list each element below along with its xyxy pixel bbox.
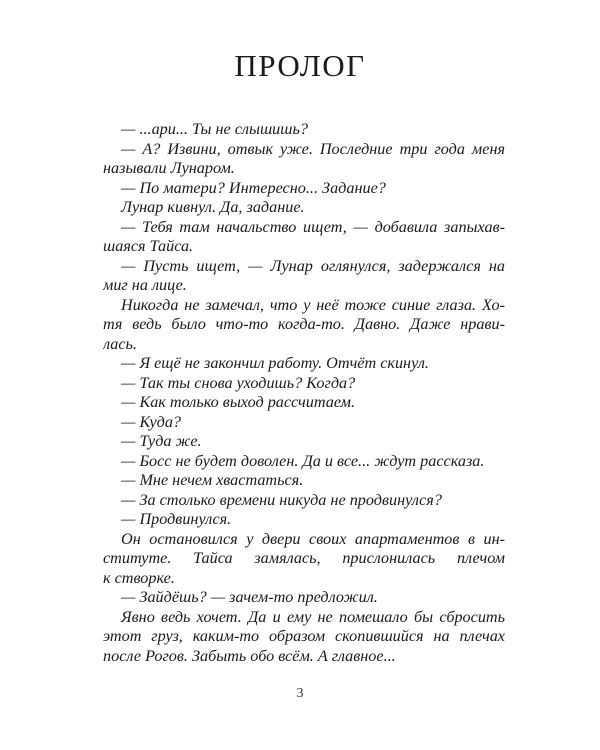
text-line: — Пусть ищет, — Лунар оглянулся, задержался на [121,256,505,275]
text-line: тя ведь было что-то когда-то. Давно. Даже нрави- [103,315,505,333]
chapter-text [103,120,505,666]
text-line: — ...ари... Ты не слышишь? [121,120,308,138]
text-line: — Туда же. [121,432,202,450]
text-line: шаяся Тайса. [103,237,194,255]
text-line: — Босс не будет доволен. Да и все... ждут рассказа. [121,451,485,470]
text-line: Явно ведь хочет. Да и ему не помешало бы сбросить [121,607,505,626]
text-line: — Зайдёшь? — зачем-то предложил. [121,588,378,606]
text-line: — По матери? Интересно... Задание? [121,178,386,197]
text-line: — Куда? [121,412,182,431]
text-line: — Как только выход рассчитаем. [121,393,355,411]
text-line: лась. [103,334,137,353]
text-line: ституте. Тайса замялась, прислонилась плечом [103,549,505,567]
text-line: миг на лице. [103,276,187,294]
text-line: — Я ещё не закончил работу. Отчёт скинул. [121,354,429,372]
text-line: Он остановился у двери своих апартаментов в ин- [121,529,505,548]
text-line: этот груз, каким-то образом скопившийся на плечах [103,627,505,645]
text-line: Лунар кивнул. Да, задание. [121,198,305,216]
page-number: 3 [296,686,304,701]
text-line: — А? Извини, отвык уже. Последние три года меня [121,139,505,158]
text-line: — Мне нечем хвастаться. [121,471,304,489]
text-line: — Продвинулся. [121,510,232,528]
text-line: после Рогов. Забыть обо всём. А главное... [103,646,396,665]
text-line: — Так ты снова уходишь? Когда? [121,373,356,392]
text-line: — Тебя там начальство ищет, — добавила запыхав- [121,217,505,236]
chapter-title: ПРОЛОГ [234,48,366,83]
text-line: называли Лунаром. [103,159,235,177]
text-line: Никогда не замечал, что у неё тоже синие глаза. Хо- [121,295,505,314]
text-line: — За столько времени никуда не продвинулся? [121,490,442,509]
text-line: к створке. [103,568,175,587]
